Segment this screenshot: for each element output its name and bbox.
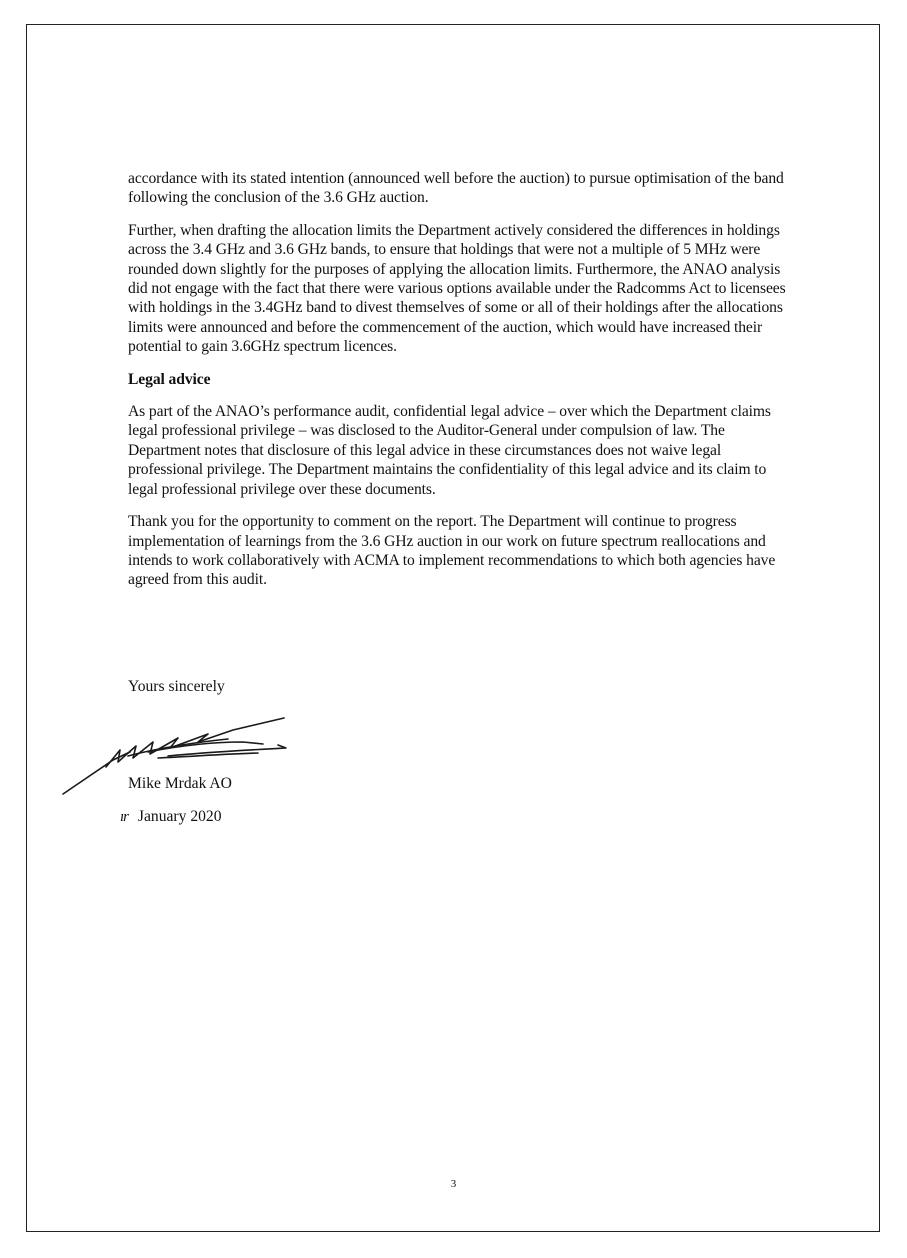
date-month-year: January 2020 — [137, 808, 222, 825]
paragraph-legal-advice: As part of the ANAO’s performance audit, confidential legal advice – over which the Department claims legal professional privilege – was disclosed to the Auditor-General under compulsion of law. The Department notes that disclosure of this legal advice in these circumstances does not waive legal professional privilege. The Department maintains the confidentiality of this legal advice and its claim to legal professional privilege over these documents. — [128, 403, 771, 498]
letter-body — [128, 169, 788, 603]
paragraph-thank-you: Thank you for the opportunity to comment on the report. The Department will continue to progress implementation of learnings from the 3.6 GHz auction in our work on future spectrum reallocations and intends to work collaboratively with ACMA to implement recommendations to which both agencies have agreed from this audit. — [128, 513, 776, 589]
paragraph-allocation-limits: Further, when drafting the allocation limits the Department actively considered the differences in holdings across the 3.4 GHz and 3.6 GHz bands, to ensure that holdings that were not a multiple of 5 MHz were rounded down slightly for the purposes of applying the allocation limits. Furthermore, the ANAO analysis did not engage with the fact that there were various options available under the Radcomms Act to licensees with holdings in the 3.4GHz band to divest themselves of some or all of their holdings after the allocations limits were announced and before the commencement of the auction, which would have increased their potential to gain 3.6GHz spectrum licences. — [128, 221, 786, 356]
paragraph-optimisation: accordance with its stated intention (announced well before the auction) to pursue optimisation of the band following the conclusion of the 3.6 GHz auction. — [128, 170, 784, 207]
heading-legal-advice: Legal advice — [128, 370, 211, 388]
signer-name: Mike Mrdak AO — [128, 775, 232, 792]
closing-salutation: Yours sincerely — [128, 678, 225, 695]
handwritten-day: ır — [120, 809, 129, 825]
page-number: 3 — [450, 1178, 457, 1190]
letter-date — [120, 808, 222, 826]
